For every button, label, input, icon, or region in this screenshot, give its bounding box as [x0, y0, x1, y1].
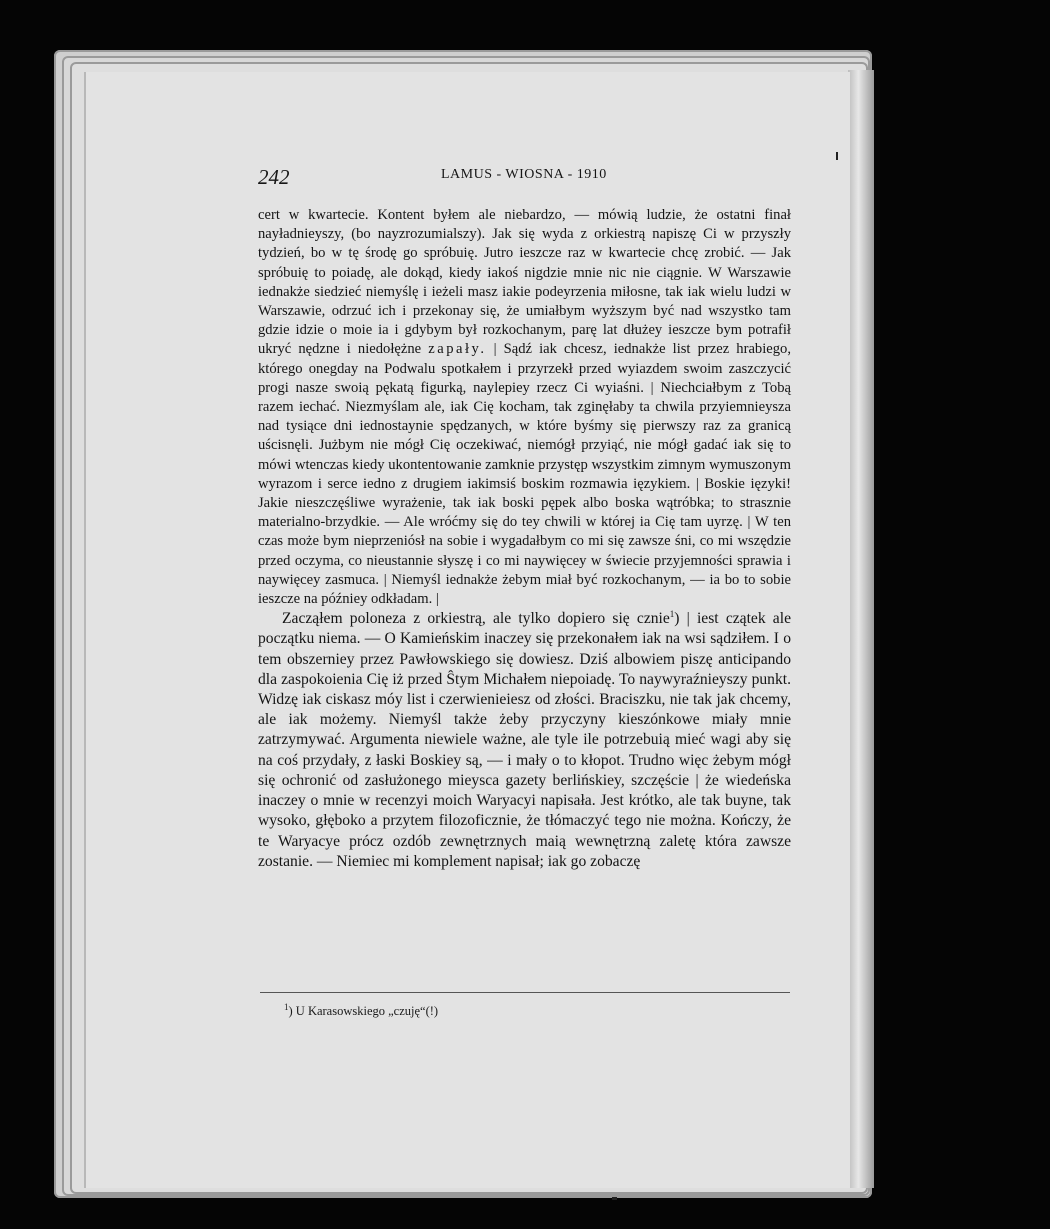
- page-number: 242: [258, 165, 290, 189]
- footnote-text: ) U Karasowskiego „czuję“(!): [288, 1004, 439, 1018]
- main-text: [258, 206, 791, 888]
- paragraph-1-text: cert w kwartecie. Kontent byłem ale niebardzo, — mówią ludzie, że ostatni finał nayładnieyszy, (bo nayzrozumialszy). Jak się wyda z orkiestrą napiszę Ci w przyszły tydzień, bo w tę środę go spróbuię. Jutro ieszcze raz w kwartecie chcę zrobić. — Jak spróbuię to poiadę, ale dokąd, kiedy iakoś nigdzie mnie nic nie ciągnie. W Warszawie iednakże siedzieć niemyślę i ieżeli masz iakie podeyrzenia miłosne, tak iak wielu ludzi w Warszawie, odrzuć ich i przekonay się, że umiałbym wyższym być nad wszystko tam gdzie idzie o moie ia i gdybym był rozkochanym, parę lat dłużey ieszcze bym potrafił ukryć nędzne i niedołężne: [258, 207, 791, 358]
- footnote-divider: [260, 992, 790, 993]
- footnote-reference: 1: [669, 609, 675, 620]
- page-header: [258, 163, 791, 193]
- footnote-marker: 1: [284, 1001, 289, 1012]
- scan-speck: [836, 152, 838, 160]
- paragraph-2: [258, 609, 791, 872]
- spaced-word: zapały.: [428, 341, 487, 358]
- paragraph-2-start: Zacząłem poloneza z orkiestrą, ale tylko dopiero się cznie: [282, 610, 670, 628]
- paragraph-1: [258, 206, 791, 609]
- paragraph-1-continued: | Sądź iak chcesz, iednakże list przez hrabiego, którego onegday na Podwalu spotkałem i przyrzekł przed wyiazdem swoim zaszczycić progi nasze swoią pękatą figurką, naylepiey rzecz Ci wyiaśni. | Niechciałbym z Tobą razem iechać. Niezmyślam ale, iak Cię kocham, tak zginęłaby ta chwila przyiemnieysza nad tysiące dni iednostaynie spędzanych, w które byśmy się pierwszy raz za granicą uścisnęli. Jużbym nie mógł Cię oczekiwać, niemógł przyiąć, nie mógł gadać iak się to mówi wtenczas kiedy ukontentowanie zamknie przystęp wszystkim zimnym wymuszonym wyrazom i serce iedno z drugiem iakimsiś boskim rozmawia ięzykiem. | Boskie ięzyki! Jakie nieszczęśliwe wyrażenie, tak iak boski pępek albo boska wątróbka; to strasznie materialno-brzydkie. — Ale wróćmy się do tey chwili w której ia Cię tam uyrzę. | W ten czas może bym nieprzeniósł na sobie i wygadałbym co mi się zawsze śni, co mi wszędzie przed oczyma, co nieustannie słyszę i co mi naywięcey w świecie przyjemności sprawia i naywięcey zasmuca. | Niemyśl iednakże żebym miał być rozkochanym, — ia bo to sobie ieszcze na późniey odkładam. |: [258, 341, 791, 608]
- footnote: [284, 1001, 439, 1019]
- running-title: LAMUS - WIOSNA - 1910: [441, 167, 607, 182]
- scan-speck: [612, 1197, 617, 1200]
- paragraph-2-rest: ) | iest czątek ale początku niema. — O Kamieńskim inaczey się przekonałem iak na wsi sądziłem. I o tem obszerniey przez Pawłowskiego się dowiesz. Dziś albowiem piszę anticipando dla zaspokoienia Cię iż przed Ŝtym Michałem niepoiadę. To naywyraźnieyszy punkt. Widzę iak ciskasz móy list i czerwienieiesz od złości. Braciszku, nie tak jak chcemy, ale iak możemy. Niemyśl także żeby przyczyny kieszónkowe miały mnie zatrzymywać. Argumenta niewiele ważne, ale tyle ile potrzebuią mieć wagi aby się na coś przydały, z łaski Boskiey są, — i mały o to kłopot. Trudno więc żebym mógł się ochronić od zasłużonego mieysca gazety berlińskiey, szczęście | że wiedeńska inaczey o mnie w recenzyi moich Waryacyi napisała. Jest krótko, ale tak buyne, tak wysoko, głęboko a przytem filozoficznie, że tłómaczyć tego nie można. Kończy, że te Waryacye prócz ozdób zewnętrznych maią wewnętrzną zaletę która zawsze zostanie. — Niemiec mi komplement napisał; iak go zobaczę: [258, 610, 791, 870]
- book-spine-edge: [848, 70, 874, 1188]
